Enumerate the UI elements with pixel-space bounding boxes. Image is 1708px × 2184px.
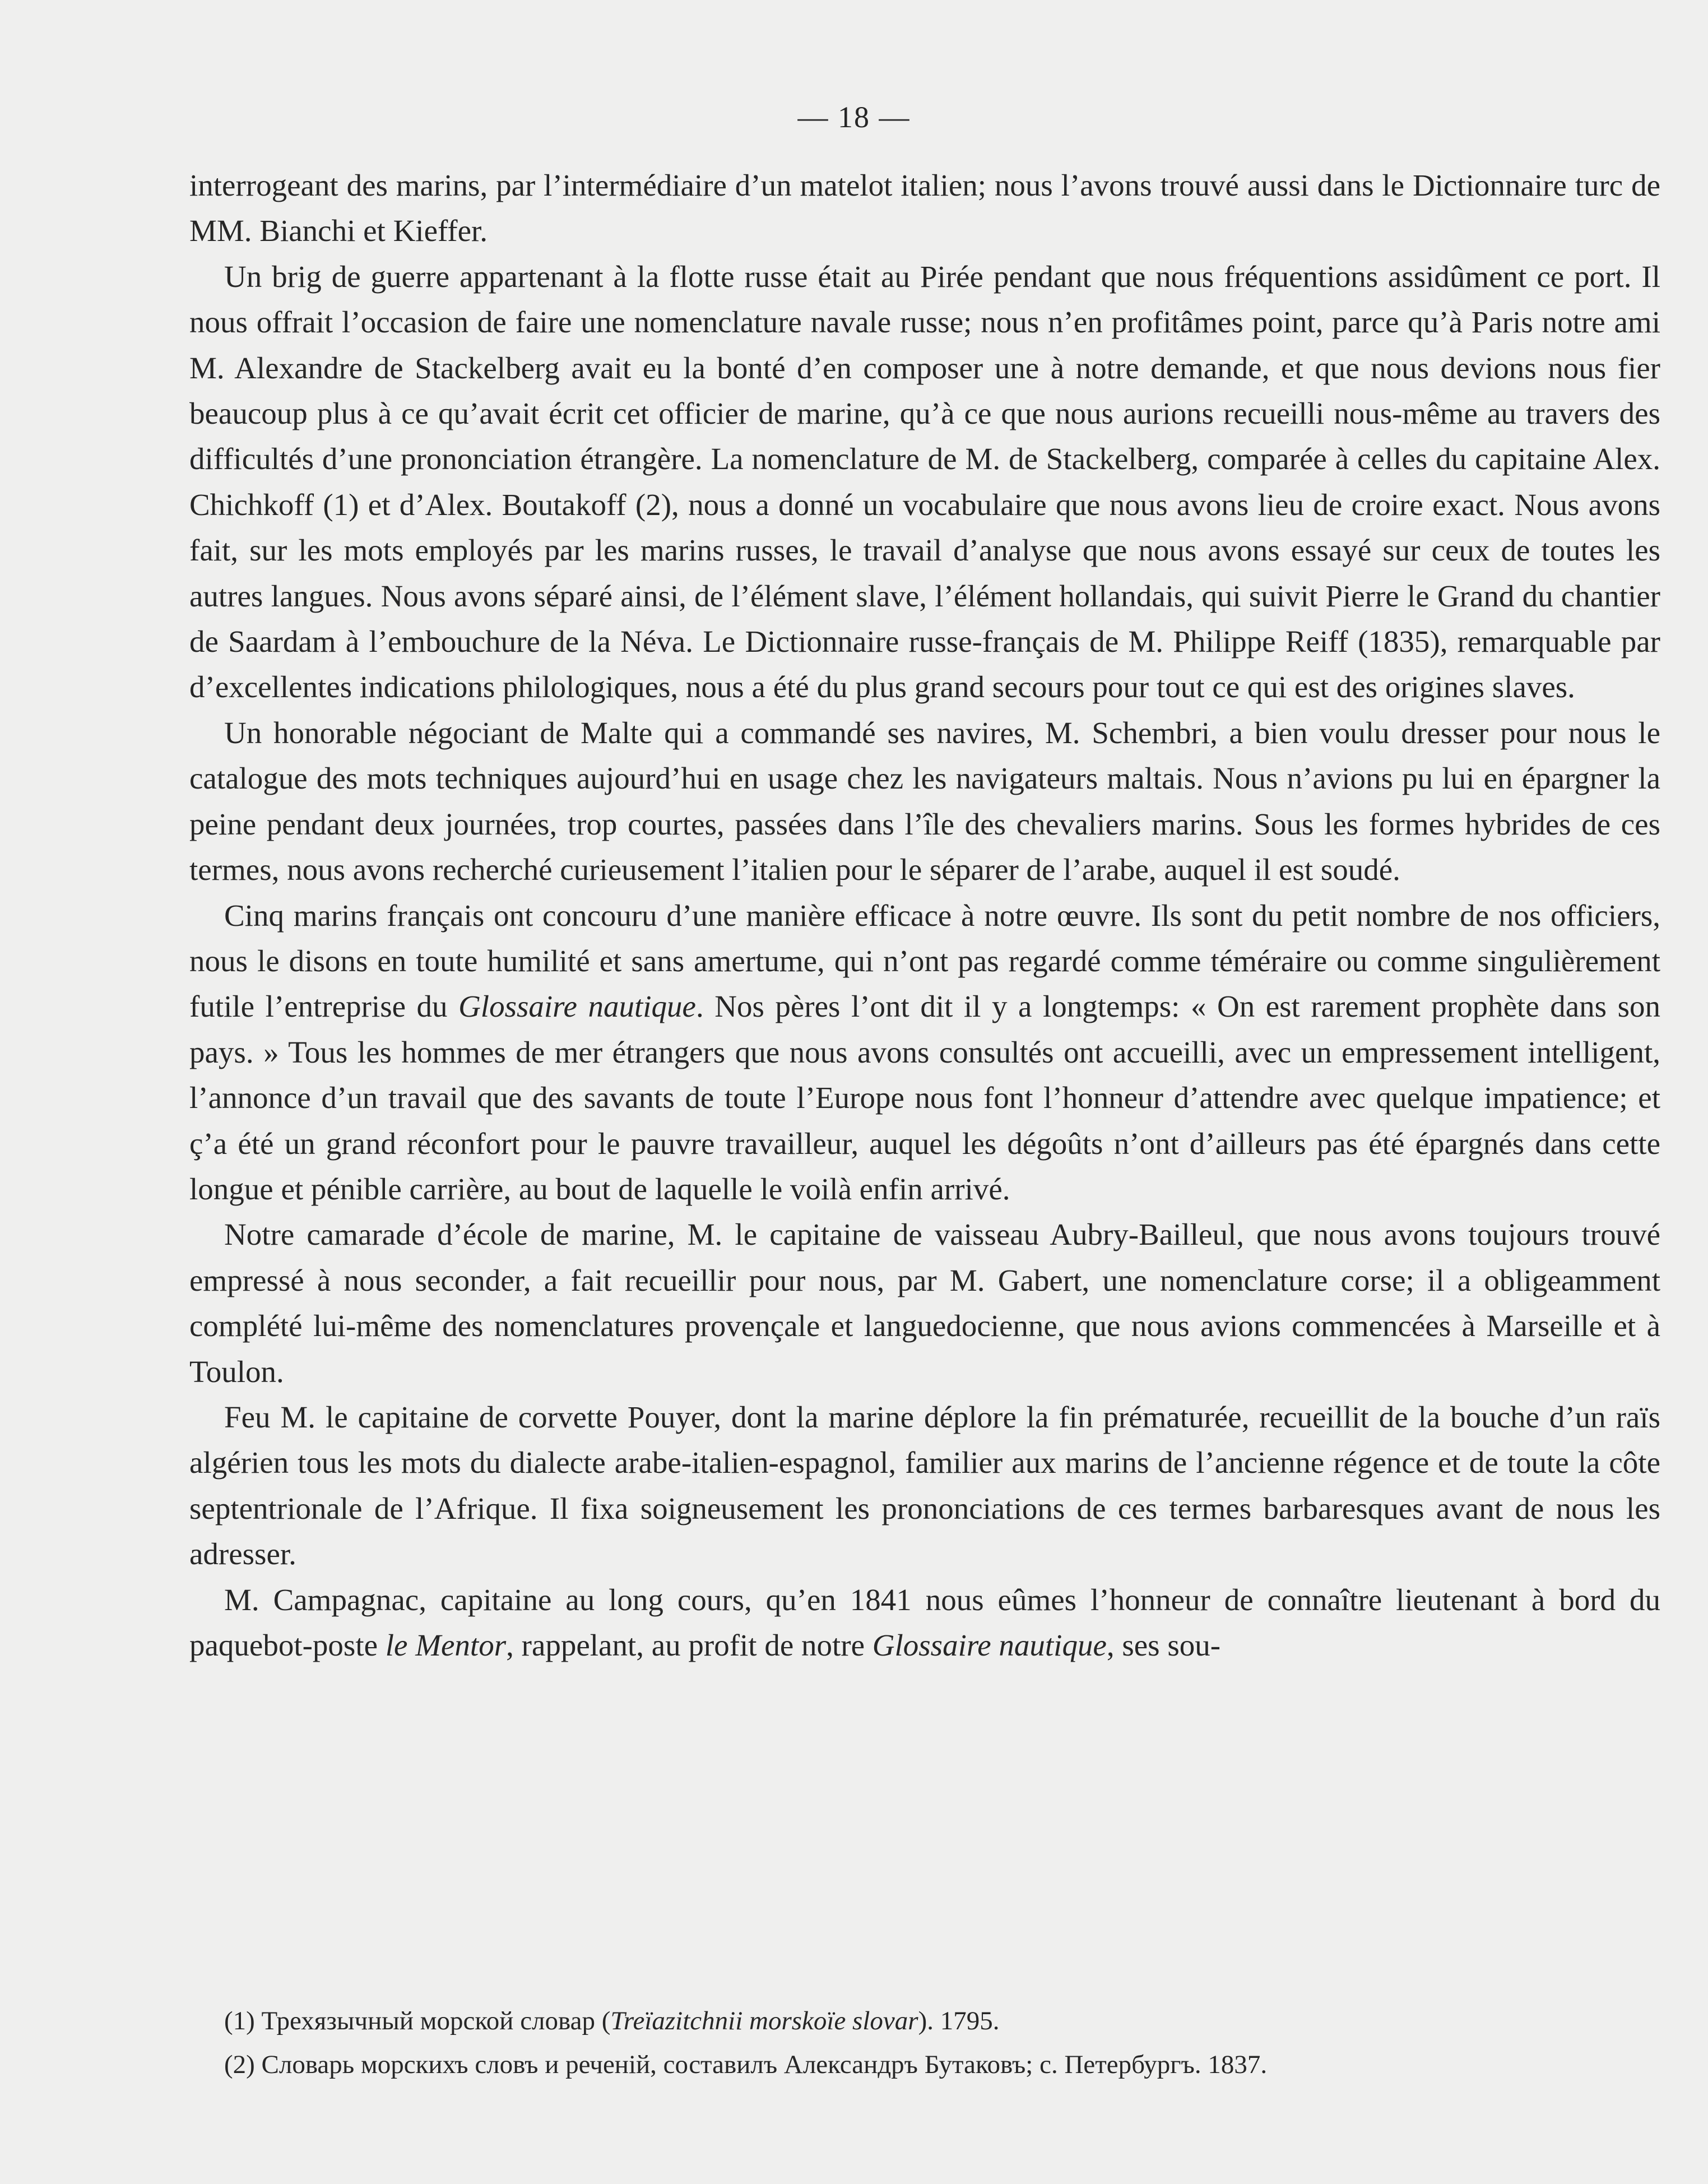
paragraph (189, 1577, 1660, 1668)
text-run: (2) Словарь морскихъ словъ и реченій, составилъ Александръ Бутаковъ; с. Петербургъ. 1837. (224, 2050, 1268, 2079)
text-run: Notre camarade d’école de marine, M. le capitaine de vaisseau Aubry-Bailleul, que nous avons toujours trouvé empressé à nous seconder, a fait recueillir pour nous, par M. Gabert, une nomenclature corse; il a obligeamment complété lui-même des nomenclatures provençale et languedocienne, que nous avions commencées à Marseille et à Toulon. (189, 1217, 1660, 1389)
footnote (224, 1999, 1659, 2043)
text-run: . Nos pères l’ont dit il y a longtemps: « On est rarement prophète dans son pays. » Tous les hommes de mer étrangers que nous avons consultés ont accueilli, avec un empressement intelligent, l’annonce d’un travail que des savants de toute l’Europe nous font l’honneur d’attendre avec quelque impatience; et ç’a été un grand réconfort pour le pauvre travailleur, auquel les dégoûts n’ont d’ailleurs pas été épargnés dans cette longue et pénible carrière, au bout de laquelle le voilà enfin arrivé. (189, 989, 1660, 1206)
paragraph (189, 710, 1660, 893)
page-number: — 18 — (797, 100, 911, 134)
footnote (224, 2043, 1659, 2086)
text-run: (1) Трехязычный морской словар ( (224, 2006, 611, 2035)
text-run: , ses sou- (1106, 1628, 1221, 1662)
text-run: Un honorable négociant de Malte qui a commandé ses navires, M. Schembri, a bien voulu dresser pour nous le catalogue des mots techniques aujourd’hui en usage chez les navigateurs maltais. Nous n’avions pu lui en épargner la peine pendant deux journées, trop courtes, passées dans l’île des chevaliers marins. Sous les formes hybrides de ces termes, nous avons recherché curieusement l’italien pour le séparer de l’arabe, auquel il est soudé. (189, 715, 1660, 887)
paragraph (189, 893, 1660, 1212)
text-run: Feu M. le capitaine de corvette Pouyer, dont la marine déplore la fin prématurée, recueillit de la bouche d’un raïs algérien tous les mots du dialecte arabe-italien-espagnol, familier aux marins de l’ancienne régence et de toute la côte septentrionale de l’Afrique. Il fixa soigneusement les prononciations de ces termes barbaresques avant de nous les adresser. (189, 1399, 1660, 1571)
italic-text: Glossaire nautique (458, 989, 696, 1024)
text-run: , rappelant, au profit de notre (506, 1628, 872, 1662)
italic-text: Glossaire nautique (872, 1628, 1107, 1662)
text-run: ). 1795. (918, 2006, 1000, 2035)
body-text (189, 163, 1660, 1668)
footnotes (224, 1999, 1659, 2086)
italic-text: le Mentor (385, 1628, 507, 1662)
paragraph (189, 254, 1660, 710)
text-run: Un brig de guerre appartenant à la flotte russe était au Pirée pendant que nous fréquentions assidûment ce port. Il nous offrait l’occasion de faire une nomenclature navale russe; nous n’en profitâmes point, parce qu’à Paris notre ami M. Alexandre de Stackelberg avait eu la bonté d’en composer une à notre demande, et que nous devions nous fier beaucoup plus à ce qu’avait écrit cet officier de marine, qu’à ce que nous aurions recueilli nous-même au travers des difficultés d’une prononciation étrangère. La nomenclature de M. de Stackelberg, comparée à celles du capitaine Alex. Chichkoff (1) et d’Alex. Boutakoff (2), nous a donné un vocabulaire que nous avons lieu de croire exact. Nous avons fait, sur les mots employés par les marins russes, le travail d’analyse que nous avons essayé sur ceux de toutes les autres langues. Nous avons séparé ainsi, de l’élément slave, l’élément hollandais, qui suivit Pierre le Grand du chantier de Saardam à l’embouchure de la Néva. Le Dictionnaire russe-français de M. Philippe Reiff (1835), remarquable par d’excellentes indications philologiques, nous a été du plus grand secours pour tout ce qui est des origines slaves. (189, 259, 1660, 704)
paragraph (189, 1394, 1660, 1577)
paragraph (189, 1212, 1660, 1394)
text-run: interrogeant des marins, par l’intermédiaire d’un matelot italien; nous l’avons trouvé aussi dans le Dictionnaire turc de MM. Bianchi et Kieffer. (189, 168, 1660, 248)
text-run: Cinq marins français ont concouru d’une manière efficace à notre œuvre. Ils sont du petit nombre de nos officiers, nous le disons en toute humilité et sans amertume, qui n’ont pas regardé comme téméraire ou comme singulièrement futile l’entreprise du (189, 898, 1660, 1024)
italic-text: Treïazitchnii morskoïe slovar (610, 2006, 918, 2035)
paragraph (189, 163, 1660, 254)
text-run: M. Campagnac, capitaine au long cours, qu’en 1841 nous eûmes l’honneur de connaître lieutenant à bord du paquebot-poste (189, 1582, 1660, 1662)
